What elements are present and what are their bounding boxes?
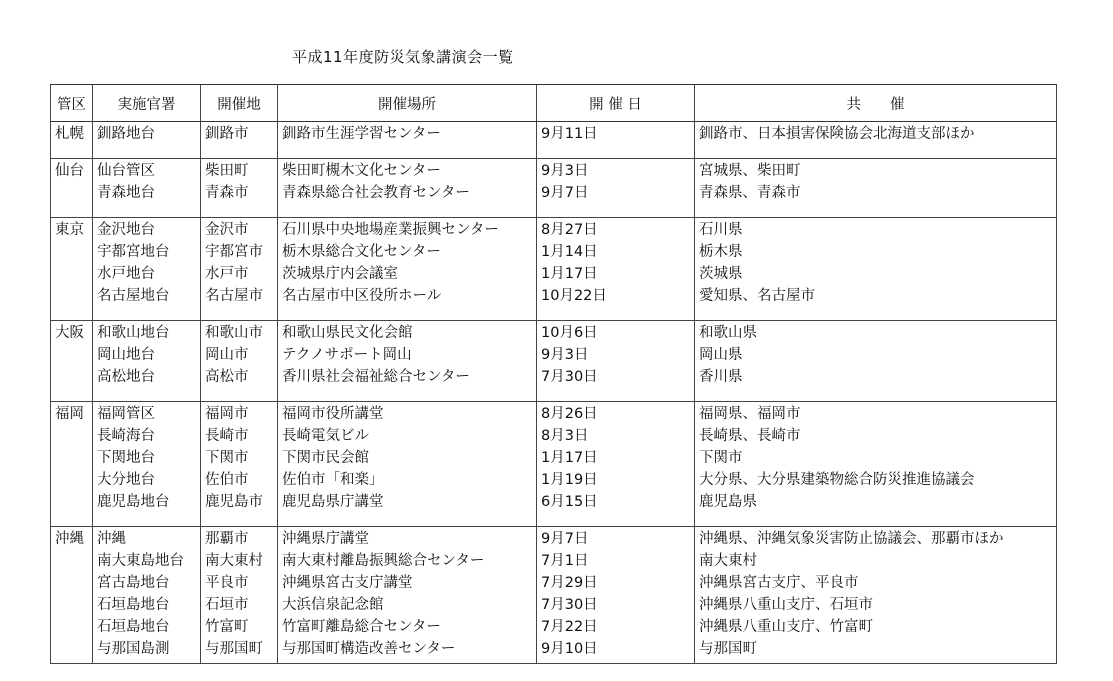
table-row: [51, 424, 1057, 446]
cell-venue: [278, 218, 537, 241]
cell-district: [51, 637, 93, 664]
cell-venue: [278, 637, 537, 664]
cell-date: [537, 615, 695, 637]
cell-date: [537, 321, 695, 344]
office-text: 高松地台: [97, 369, 155, 385]
cell-date: [537, 549, 695, 571]
venue-text: 釧路市生涯学習センター: [282, 126, 441, 142]
cell-district: [51, 181, 93, 218]
district-group: [51, 122, 1057, 159]
date-text: 7月29日: [541, 575, 598, 591]
cell-city: [201, 468, 278, 490]
office-text: 長崎海台: [97, 428, 155, 444]
table-row: [51, 240, 1057, 262]
office-text: 下関地台: [97, 450, 155, 466]
cell-cohost: [695, 321, 1057, 344]
cell-office: [93, 549, 201, 571]
office-text: 石垣島地台: [97, 597, 170, 613]
table-row: [51, 343, 1057, 365]
cell-cohost: [695, 240, 1057, 262]
city-text: 宇都宮市: [205, 244, 263, 260]
cell-venue: [278, 122, 537, 159]
table-row: [51, 122, 1057, 159]
table-row: [51, 218, 1057, 241]
cell-cohost: [695, 343, 1057, 365]
cohost-text: 茨城県: [699, 266, 743, 282]
city-text: 名古屋市: [205, 288, 263, 304]
date-text: 9月11日: [541, 126, 598, 142]
table-row: [51, 571, 1057, 593]
city-text: 長崎市: [205, 428, 249, 444]
cell-city: [201, 365, 278, 402]
office-text: 名古屋地台: [97, 288, 170, 304]
office-text: 岡山地台: [97, 347, 155, 363]
date-text: 7月30日: [541, 597, 598, 613]
cohost-text: 栃木県: [699, 244, 743, 260]
cell-date: [537, 365, 695, 402]
cell-office: [93, 122, 201, 159]
cell-district: [51, 571, 93, 593]
table-row: [51, 549, 1057, 571]
date-text: 8月3日: [541, 428, 589, 444]
date-text: 10月22日: [541, 288, 607, 304]
venue-text: 石川県中央地場産業振興センター: [282, 222, 499, 238]
cohost-text: 愛知県、名古屋市: [699, 288, 815, 304]
cohost-text: 岡山県: [699, 347, 743, 363]
cell-city: [201, 637, 278, 664]
table-row: [51, 490, 1057, 527]
date-text: 1月17日: [541, 450, 598, 466]
table-row: [51, 615, 1057, 637]
cell-district: [51, 343, 93, 365]
venue-text: 下関市民会館: [282, 450, 369, 466]
date-text: 9月3日: [541, 163, 589, 179]
header-venue: 開催場所: [278, 85, 537, 122]
table-row: [51, 637, 1057, 664]
date-text: 8月27日: [541, 222, 598, 238]
city-text: 佐伯市: [205, 472, 249, 488]
district-group: [51, 402, 1057, 527]
cell-venue: [278, 615, 537, 637]
cell-district: [51, 122, 93, 159]
cell-cohost: [695, 122, 1057, 159]
cell-venue: [278, 262, 537, 284]
cohost-text: 福岡県、福岡市: [699, 406, 801, 422]
city-text: 下関市: [205, 450, 249, 466]
table-row: [51, 262, 1057, 284]
cohost-text: 長崎県、長崎市: [699, 428, 801, 444]
cell-venue: [278, 446, 537, 468]
cell-cohost: [695, 637, 1057, 664]
cell-cohost: [695, 262, 1057, 284]
venue-text: 竹富町離島総合センター: [282, 619, 441, 635]
cell-office: [93, 262, 201, 284]
cohost-text: 沖縄県宮古支庁、平良市: [699, 575, 859, 591]
city-text: 南大東村: [205, 553, 263, 569]
date-text: 7月22日: [541, 619, 598, 635]
cell-district: [51, 365, 93, 402]
cell-venue: [278, 343, 537, 365]
date-text: 1月17日: [541, 266, 598, 282]
cell-office: [93, 446, 201, 468]
cell-district: [51, 321, 93, 344]
cell-city: [201, 181, 278, 218]
cell-office: [93, 468, 201, 490]
city-text: 福岡市: [205, 406, 249, 422]
cell-date: [537, 122, 695, 159]
venue-text: 名古屋市中区役所ホール: [282, 288, 442, 304]
cohost-text: 石川県: [699, 222, 743, 238]
cell-date: [537, 262, 695, 284]
office-text: 釧路地台: [97, 126, 155, 142]
cell-city: [201, 593, 278, 615]
district-group: [51, 159, 1057, 218]
cell-district: [51, 240, 93, 262]
cohost-text: 与那国町: [699, 641, 757, 657]
cell-office: [93, 159, 201, 182]
cell-city: [201, 122, 278, 159]
date-text: 7月30日: [541, 369, 598, 385]
cohost-text: 沖縄県八重山支庁、竹富町: [699, 619, 873, 635]
cell-city: [201, 571, 278, 593]
cell-cohost: [695, 446, 1057, 468]
cell-city: [201, 284, 278, 321]
header-cohost: 共 催: [695, 85, 1057, 122]
cell-venue: [278, 365, 537, 402]
cell-date: [537, 402, 695, 425]
header-city: 開催地: [201, 85, 278, 122]
cell-district: [51, 527, 93, 550]
office-text: 大分地台: [97, 472, 155, 488]
venue-text: 福岡市役所講堂: [282, 406, 384, 422]
cell-venue: [278, 159, 537, 182]
venue-text: 長崎電気ビル: [282, 428, 369, 444]
cell-venue: [278, 549, 537, 571]
city-text: 岡山市: [205, 347, 249, 363]
lecture-table: [50, 84, 1057, 664]
table-row: [51, 446, 1057, 468]
cell-city: [201, 424, 278, 446]
cell-office: [93, 343, 201, 365]
cell-district: [51, 424, 93, 446]
cell-venue: [278, 402, 537, 425]
cell-city: [201, 159, 278, 182]
cell-office: [93, 365, 201, 402]
cell-date: [537, 240, 695, 262]
venue-text: 沖縄県宮古支庁講堂: [282, 575, 413, 591]
cell-office: [93, 490, 201, 527]
cohost-text: 下関市: [699, 450, 743, 466]
cell-date: [537, 218, 695, 241]
table-row: [51, 402, 1057, 425]
cell-venue: [278, 468, 537, 490]
date-text: 1月14日: [541, 244, 598, 260]
city-text: 鹿児島市: [205, 494, 263, 510]
cell-city: [201, 615, 278, 637]
cell-venue: [278, 490, 537, 527]
office-text: 青森地台: [97, 185, 155, 201]
cell-cohost: [695, 424, 1057, 446]
venue-text: 青森県総合社会教育センター: [282, 185, 470, 201]
date-text: 9月7日: [541, 531, 589, 547]
venue-text: 佐伯市「和楽」: [282, 472, 384, 488]
cell-date: [537, 343, 695, 365]
cell-cohost: [695, 218, 1057, 241]
venue-text: 和歌山県民文化会館: [282, 325, 413, 341]
cell-date: [537, 424, 695, 446]
cell-cohost: [695, 284, 1057, 321]
cell-cohost: [695, 468, 1057, 490]
cell-office: [93, 181, 201, 218]
cell-venue: [278, 424, 537, 446]
city-text: 柴田町: [205, 163, 249, 179]
office-text: 宮古島地台: [97, 575, 170, 591]
cell-office: [93, 637, 201, 664]
table-row: [51, 181, 1057, 218]
district-group: [51, 527, 1057, 664]
cell-date: [537, 284, 695, 321]
venue-text: 香川県社会福祉総合センター: [282, 369, 470, 385]
city-text: 青森市: [205, 185, 249, 201]
city-text: 与那国町: [205, 641, 263, 657]
venue-text: 鹿児島県庁講堂: [282, 494, 384, 510]
office-text: 和歌山地台: [97, 325, 170, 341]
cell-venue: [278, 284, 537, 321]
cell-district: [51, 159, 93, 182]
date-text: 9月3日: [541, 347, 589, 363]
cell-venue: [278, 571, 537, 593]
district-group: [51, 321, 1057, 402]
cell-date: [537, 490, 695, 527]
office-text: 金沢地台: [97, 222, 155, 238]
district-label: 沖縄: [55, 531, 84, 547]
cell-district: [51, 218, 93, 241]
city-text: 高松市: [205, 369, 249, 385]
cell-office: [93, 321, 201, 344]
cell-office: [93, 527, 201, 550]
date-text: 10月6日: [541, 325, 598, 341]
cell-city: [201, 343, 278, 365]
cell-date: [537, 159, 695, 182]
document-title: 平成11年度防災気象講演会一覧: [292, 48, 514, 66]
cell-office: [93, 615, 201, 637]
office-text: 福岡管区: [97, 406, 155, 422]
city-text: 釧路市: [205, 126, 249, 142]
table-header: [51, 85, 1057, 122]
table-row: [51, 284, 1057, 321]
venue-text: 与那国町構造改善センター: [282, 641, 456, 657]
venue-text: 茨城県庁内会議室: [282, 266, 398, 282]
city-text: 和歌山市: [205, 325, 263, 341]
cell-office: [93, 593, 201, 615]
district-label: 札幌: [55, 126, 84, 142]
venue-text: 南大東村離島振興総合センター: [282, 553, 485, 569]
cell-city: [201, 240, 278, 262]
venue-text: テクノサポート岡山: [282, 347, 412, 363]
date-text: 6月15日: [541, 494, 598, 510]
office-text: 宇都宮地台: [97, 244, 170, 260]
cell-district: [51, 262, 93, 284]
cohost-text: 南大東村: [699, 553, 757, 569]
cohost-text: 鹿児島県: [699, 494, 757, 510]
table-row: [51, 159, 1057, 182]
cell-cohost: [695, 159, 1057, 182]
office-text: 沖縄: [97, 531, 126, 547]
date-text: 7月1日: [541, 553, 589, 569]
city-text: 石垣市: [205, 597, 249, 613]
venue-text: 大浜信泉記念館: [282, 597, 384, 613]
header-row: [51, 85, 1057, 122]
date-text: 9月7日: [541, 185, 589, 201]
cohost-text: 大分県、大分県建築物総合防災推進協議会: [699, 472, 975, 488]
district-label: 仙台: [55, 163, 84, 179]
header-date: 開 催 日: [537, 85, 695, 122]
city-text: 那覇市: [205, 531, 249, 547]
cohost-text: 釧路市、日本損害保険協会北海道支部ほか: [699, 126, 975, 142]
cell-date: [537, 637, 695, 664]
cell-district: [51, 284, 93, 321]
cell-city: [201, 490, 278, 527]
cohost-text: 沖縄県八重山支庁、石垣市: [699, 597, 873, 613]
date-text: 9月10日: [541, 641, 598, 657]
cohost-text: 沖縄県、沖縄気象災害防止協議会、那覇市ほか: [699, 531, 1004, 547]
date-text: 1月19日: [541, 472, 598, 488]
office-text: 仙台管区: [97, 163, 155, 179]
office-text: 与那国島測: [97, 641, 170, 657]
venue-text: 沖縄県庁講堂: [282, 531, 369, 547]
cohost-text: 和歌山県: [699, 325, 757, 341]
cell-city: [201, 402, 278, 425]
cell-cohost: [695, 365, 1057, 402]
cell-district: [51, 446, 93, 468]
cell-venue: [278, 321, 537, 344]
cell-office: [93, 240, 201, 262]
cell-date: [537, 593, 695, 615]
district-label: 福岡: [55, 406, 84, 422]
table-row: [51, 321, 1057, 344]
cell-date: [537, 571, 695, 593]
district-label: 東京: [55, 222, 84, 238]
office-text: 石垣島地台: [97, 619, 170, 635]
office-text: 水戸地台: [97, 266, 155, 282]
cell-city: [201, 262, 278, 284]
cell-district: [51, 549, 93, 571]
district-group: [51, 218, 1057, 321]
cell-city: [201, 321, 278, 344]
cell-date: [537, 468, 695, 490]
cell-district: [51, 615, 93, 637]
cell-venue: [278, 181, 537, 218]
city-text: 水戸市: [205, 266, 249, 282]
city-text: 金沢市: [205, 222, 249, 238]
cell-cohost: [695, 490, 1057, 527]
office-text: 南大東島地台: [97, 553, 184, 569]
city-text: 平良市: [205, 575, 249, 591]
cohost-text: 香川県: [699, 369, 743, 385]
cell-date: [537, 446, 695, 468]
table-row: [51, 527, 1057, 550]
header-office: 実施官署: [93, 85, 201, 122]
cell-city: [201, 446, 278, 468]
cell-office: [93, 424, 201, 446]
cell-city: [201, 527, 278, 550]
cell-date: [537, 181, 695, 218]
cell-cohost: [695, 527, 1057, 550]
cell-venue: [278, 240, 537, 262]
venue-text: 柴田町槻木文化センター: [282, 163, 441, 179]
cell-venue: [278, 593, 537, 615]
cell-venue: [278, 527, 537, 550]
cell-district: [51, 402, 93, 425]
city-text: 竹富町: [205, 619, 249, 635]
cell-date: [537, 527, 695, 550]
cell-office: [93, 571, 201, 593]
table-row: [51, 365, 1057, 402]
table-row: [51, 468, 1057, 490]
cell-cohost: [695, 615, 1057, 637]
cell-district: [51, 490, 93, 527]
cell-city: [201, 218, 278, 241]
office-text: 鹿児島地台: [97, 494, 170, 510]
cell-cohost: [695, 571, 1057, 593]
cell-cohost: [695, 593, 1057, 615]
date-text: 8月26日: [541, 406, 598, 422]
venue-text: 栃木県総合文化センター: [282, 244, 441, 260]
cell-office: [93, 284, 201, 321]
header-district: 管区: [51, 85, 93, 122]
cohost-text: 青森県、青森市: [699, 185, 801, 201]
cell-office: [93, 218, 201, 241]
district-label: 大阪: [55, 325, 84, 341]
cell-office: [93, 402, 201, 425]
cell-cohost: [695, 549, 1057, 571]
table-row: [51, 593, 1057, 615]
cell-district: [51, 468, 93, 490]
cell-city: [201, 549, 278, 571]
cohost-text: 宮城県、柴田町: [699, 163, 801, 179]
cell-district: [51, 593, 93, 615]
cell-cohost: [695, 181, 1057, 218]
cell-cohost: [695, 402, 1057, 425]
